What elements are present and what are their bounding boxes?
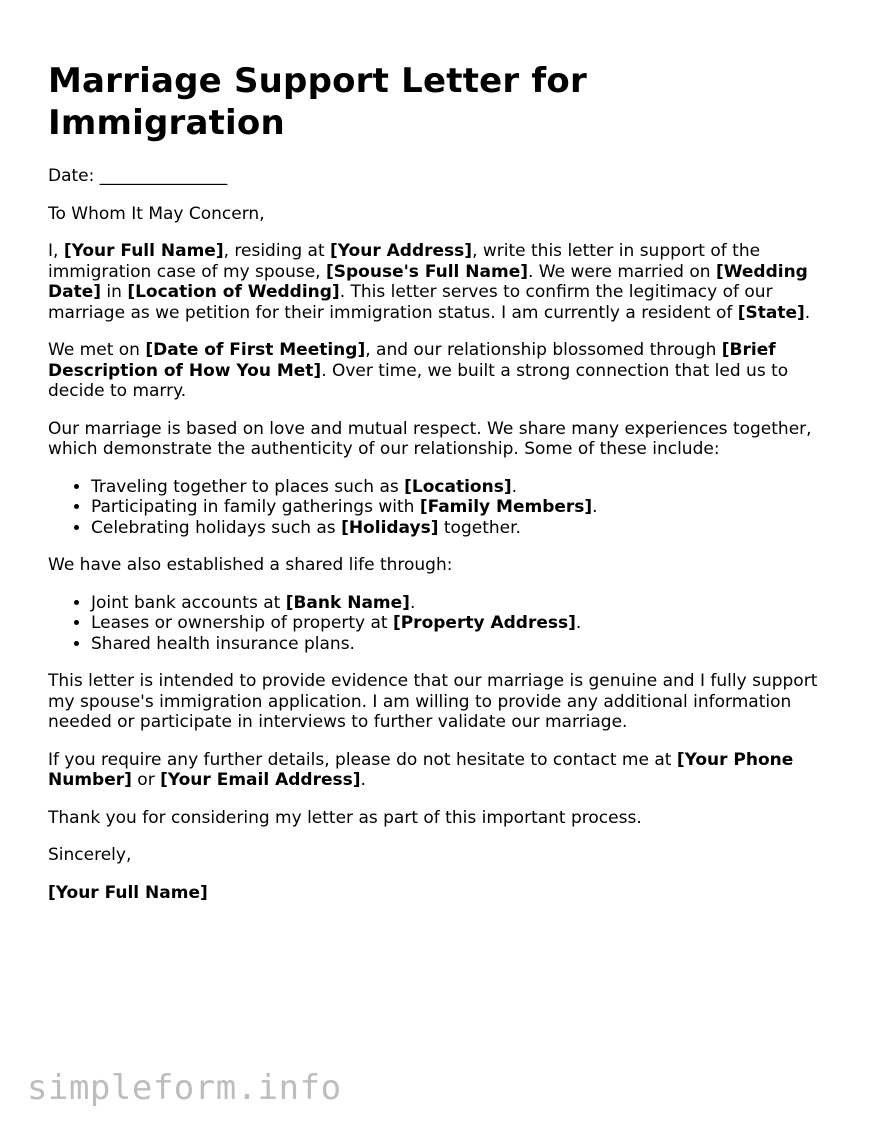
- placeholder-locations: [Locations]: [404, 476, 512, 497]
- text: Traveling together to places such as: [91, 476, 405, 497]
- list-item: [91, 593, 833, 614]
- placeholder-bank-name: [Bank Name]: [285, 592, 410, 613]
- text: I,: [48, 241, 64, 261]
- list-item: [91, 518, 833, 539]
- text: .: [575, 613, 582, 633]
- shared-life-list: [48, 593, 833, 655]
- text: Joint bank accounts at: [91, 592, 286, 613]
- paragraph-contact: [48, 750, 833, 791]
- text: We met on: [48, 340, 146, 360]
- text: Celebrating holidays such as: [91, 517, 342, 538]
- placeholder-your-email-address: [Your Email Address]: [160, 770, 361, 790]
- text: or: [131, 770, 161, 790]
- salutation: To Whom It May Concern,: [48, 203, 265, 224]
- paragraph-thanks: Thank you for considering my letter as part of this important process.: [48, 807, 642, 828]
- placeholder-your-phone-number: [Your Phone Number]: [48, 749, 794, 790]
- text: . We were married on: [528, 261, 716, 282]
- text: , write this letter in support of the immigration case of my spouse,: [48, 241, 761, 282]
- text: If you require any further details, please do not hesitate to contact me at: [48, 749, 677, 770]
- list-item: [91, 497, 833, 518]
- signature: [48, 883, 833, 904]
- placeholder-state: [State]: [737, 302, 805, 323]
- date-label: Date:: [48, 166, 95, 186]
- paragraph-how-we-met: [48, 340, 833, 402]
- text: Participating in family gatherings with: [91, 497, 420, 517]
- placeholder-location-of-wedding: [Location of Wedding]: [127, 282, 340, 302]
- placeholder-wedding-date: [Wedding Date]: [48, 261, 808, 302]
- date-line: [48, 166, 833, 187]
- text: . Over time, we built a strong connection that led us to decide to marry.: [48, 360, 789, 401]
- paragraph-experiences: Our marriage is based on love and mutual respect. We share many experiences together, which demonstrate the authenticity of our relationship. Some of these include:: [48, 418, 812, 459]
- text: . This letter serves to confirm the legitimacy of our marriage as we petition for their immigration status. I am currently a resident of: [48, 282, 773, 323]
- placeholder-holidays: [Holidays]: [341, 517, 439, 538]
- text: .: [511, 476, 518, 497]
- list-item: [91, 613, 833, 634]
- paragraph-evidence: This letter is intended to provide evidence that our marriage is genuine and I fully support my spouse's immigration application. I am willing to provide any additional information needed or participate in interviews to further validate our marriage.: [48, 671, 818, 732]
- text: Leases or ownership of property at: [91, 613, 393, 633]
- paragraph-introduction: [48, 241, 833, 323]
- text: , and our relationship blossomed through: [365, 340, 722, 360]
- placeholder-how-you-met: [Brief Description of How You Met]: [48, 340, 776, 381]
- page-title: Marriage Support Letter for Immigration: [48, 61, 587, 143]
- text: in: [101, 282, 128, 302]
- placeholder-spouse-full-name: [Spouse's Full Name]: [325, 261, 528, 282]
- placeholder-date-of-first-meeting: [Date of First Meeting]: [145, 340, 366, 360]
- text: together.: [438, 517, 521, 538]
- closing: Sincerely,: [48, 845, 132, 865]
- placeholder-family-members: [Family Members]: [419, 497, 593, 517]
- letter-document: [48, 60, 833, 920]
- date-blank: _______________: [99, 166, 228, 186]
- text: Shared health insurance plans.: [91, 633, 355, 654]
- placeholder-your-full-name: [Your Full Name]: [63, 241, 224, 261]
- placeholder-signature-name: [Your Full Name]: [48, 882, 208, 903]
- text: , residing at: [223, 241, 331, 261]
- text: .: [409, 592, 416, 613]
- placeholder-property-address: [Property Address]: [392, 613, 576, 633]
- placeholder-your-address: [Your Address]: [330, 241, 473, 261]
- list-item: [91, 634, 833, 655]
- paragraph-shared-life: We have also established a shared life through:: [48, 555, 453, 575]
- text: .: [804, 302, 811, 323]
- text: .: [360, 770, 366, 790]
- experiences-list: [48, 477, 833, 539]
- text: .: [592, 497, 598, 517]
- list-item: [91, 477, 833, 498]
- watermark: simpleform.info: [27, 1068, 342, 1108]
